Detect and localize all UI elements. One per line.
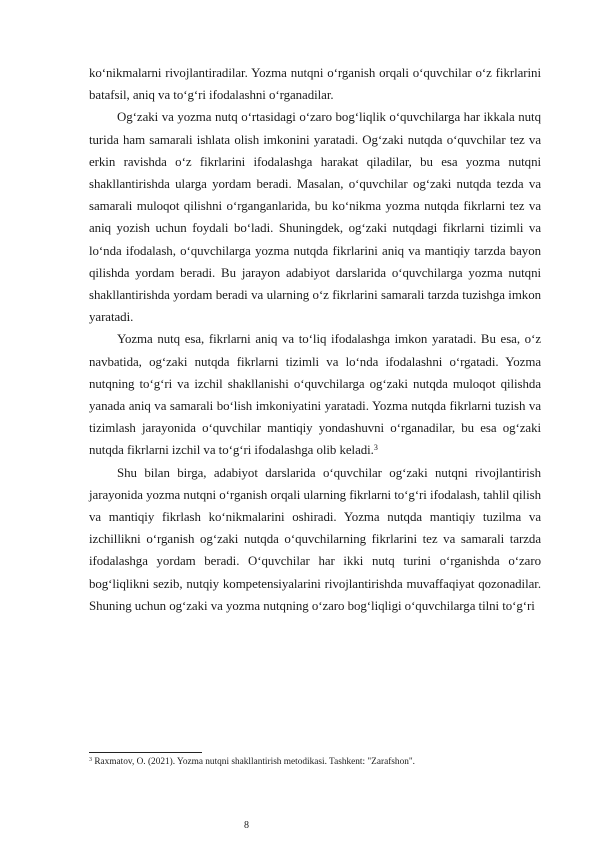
footnote-separator <box>89 752 202 753</box>
footnote-number: 3 <box>89 757 92 763</box>
paragraph-2: Og‘zaki va yozma nutq o‘rtasidagi o‘zaro bog‘liqlik o‘quvchilarga har ikkala nutq turida ham samarali ishlata olish imkonini yaratadi. Og‘zaki nutqda o‘quvchilar tez va erkin ravishda o‘z fikrlarini ifodalashga harakat qiladilar, bu esa yozma nutqni shakllantirishda ularga yordam beradi. Masalan, o‘quvchilar og‘zaki nutqda tezda va samarali muloqot qilishni o‘rganganlarida, bu ko‘nikma yozma nutqda fikrlarni tez va aniq yozish uchun foydali bo‘ladi. Shuningdek, og‘zaki nutqdagi fikrlarni tizimli va lo‘nda ifodalash, o‘quvchilarga yozma nutqda fikrlarini aniq va mantiqiy tarzda bayon qilishda yordam beradi. Bu jarayon adabiyot darslarida o‘quvchilarga yozma nutqni shakllantirishda yordam beradi va ularning o‘z fikrlarini samarali tarzda tuzishga imkon yaratadi. <box>89 110 541 325</box>
document-body <box>89 62 541 617</box>
paragraph-3-text: Yozma nutq esa, fikrlarni aniq va to‘liq ifodalashga imkon yaratadi. Bu esa, o‘z navbatida, og‘zaki nutqda fikrlarni tizimli va lo‘nda ifodalashni o‘rgatadi. Yozma nutqning to‘g‘ri va izchil shakllanishi o‘quvchilarga og‘zaki nutqda muloqot qilishda yanada aniq va samarali bo‘lish imkoniyatini yaratadi. Yozma nutqda fikrlarni tuzish va tizimlash jarayonida o‘quvchilar mantiqiy yondashuvni o‘rganadilar, bu esa og‘zaki nutqda fikrlarni izchil va to‘g‘ri ifodalashga olib keladi. <box>89 332 541 458</box>
paragraph-3 <box>89 328 541 461</box>
paragraph-1: ko‘nikmalarni rivojlantiradilar. Yozma nutqni o‘rganish orqali o‘quvchilar o‘z fikrlarini batafsil, aniq va to‘g‘ri ifodalashni o‘rganadilar. <box>89 66 541 103</box>
page-number: 8 <box>244 820 249 831</box>
paragraph-4: Shu bilan birga, adabiyot darslarida o‘quvchilar og‘zaki nutqni rivojlantirish jarayonida yozma nutqni o‘rganish orqali ularning fikrlarni to‘g‘ri ifodalash, tahlil qilish va mantiqiy fikrlash ko‘nikmalarini oshiradi. Yozma nutqda mantiqiy tuzilma va izchillikni o‘rganish og‘zaki nutqda o‘quvchilarning fikrlarini tez va samarali tarzda ifodalashga yordam beradi. O‘quvchilar har ikki nutq turini o‘rganishda o‘zaro bog‘liqlikni sezib, nutqiy kompetensiyalarini rivojlantirishda muvaffaqiyat qozonadilar. Shuning uchun og‘zaki va yozma nutqning o‘zaro bog‘liqligi o‘quvchilarga tilni to‘g‘ri <box>89 465 541 613</box>
footnote <box>89 756 541 768</box>
footnote-reference[interactable]: 3 <box>373 443 378 453</box>
footnote-text: Raxmatov, O. (2021). Yozma nutqni shakllantirish metodikasi. Tashkent: "Zarafshon". <box>94 757 415 767</box>
